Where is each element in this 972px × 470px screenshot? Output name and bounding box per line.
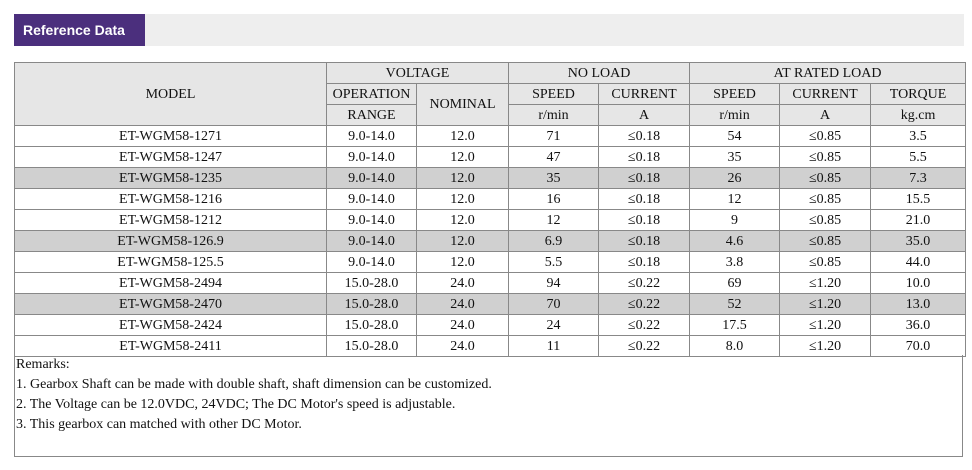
cell-model: ET-WGM58-1235	[15, 168, 327, 189]
cell-nl-current: ≤0.18	[599, 210, 690, 231]
cell-torque: 44.0	[871, 252, 966, 273]
cell-torque: 21.0	[871, 210, 966, 231]
cell-nl-current: ≤0.18	[599, 147, 690, 168]
cell-nominal: 24.0	[417, 294, 509, 315]
cell-nl-speed: 12	[509, 210, 599, 231]
cell-nl-speed: 71	[509, 126, 599, 147]
cell-rl-speed: 17.5	[690, 315, 780, 336]
cell-range: 15.0-28.0	[327, 294, 417, 315]
unit-nl-current: A	[599, 105, 690, 126]
cell-torque: 7.3	[871, 168, 966, 189]
unit-nl-speed: r/min	[509, 105, 599, 126]
cell-rl-current: ≤0.85	[780, 210, 871, 231]
table-row	[15, 315, 966, 336]
cell-rl-speed: 52	[690, 294, 780, 315]
table-row	[15, 168, 966, 189]
cell-nl-current: ≤0.22	[599, 294, 690, 315]
cell-rl-speed: 8.0	[690, 336, 780, 357]
header-rl-torque: TORQUE	[871, 84, 966, 105]
cell-nominal: 12.0	[417, 189, 509, 210]
cell-nl-current: ≤0.22	[599, 336, 690, 357]
cell-torque: 5.5	[871, 147, 966, 168]
remarks-title: Remarks:	[16, 357, 70, 372]
cell-torque: 70.0	[871, 336, 966, 357]
unit-rl-current: A	[780, 105, 871, 126]
cell-rl-speed: 35	[690, 147, 780, 168]
table-row	[15, 231, 966, 252]
cell-model: ET-WGM58-1271	[15, 126, 327, 147]
cell-nominal: 12.0	[417, 231, 509, 252]
cell-nl-current: ≤0.18	[599, 231, 690, 252]
remark-item: 3. This gearbox can matched with other DC Motor.	[16, 417, 302, 432]
table-row	[15, 189, 966, 210]
header-nl-current: CURRENT	[599, 84, 690, 105]
cell-torque: 36.0	[871, 315, 966, 336]
reference-data-table	[14, 62, 966, 357]
header-nominal: NOMINAL	[417, 84, 509, 126]
cell-nl-speed: 6.9	[509, 231, 599, 252]
cell-nl-speed: 35	[509, 168, 599, 189]
header-model: MODEL	[15, 63, 327, 126]
cell-rl-current: ≤0.85	[780, 252, 871, 273]
cell-rl-current: ≤0.85	[780, 147, 871, 168]
cell-model: ET-WGM58-2424	[15, 315, 327, 336]
cell-nominal: 12.0	[417, 252, 509, 273]
table-row	[15, 273, 966, 294]
cell-rl-speed: 26	[690, 168, 780, 189]
cell-nl-speed: 11	[509, 336, 599, 357]
cell-torque: 3.5	[871, 126, 966, 147]
cell-nl-current: ≤0.22	[599, 273, 690, 294]
remark-item: 2. The Voltage can be 12.0VDC, 24VDC; The DC Motor's speed is adjustable.	[16, 397, 456, 412]
cell-nl-current: ≤0.18	[599, 189, 690, 210]
cell-nominal: 24.0	[417, 273, 509, 294]
cell-range: 9.0-14.0	[327, 168, 417, 189]
header-range: RANGE	[327, 105, 417, 126]
cell-nl-speed: 70	[509, 294, 599, 315]
cell-torque: 15.5	[871, 189, 966, 210]
table-row	[15, 294, 966, 315]
cell-nominal: 12.0	[417, 168, 509, 189]
cell-rl-current: ≤0.85	[780, 168, 871, 189]
cell-range: 9.0-14.0	[327, 147, 417, 168]
header-rated-load: AT RATED LOAD	[690, 63, 966, 84]
table-row	[15, 336, 966, 357]
cell-rl-current: ≤0.85	[780, 126, 871, 147]
header-nl-speed: SPEED	[509, 84, 599, 105]
cell-rl-speed: 4.6	[690, 231, 780, 252]
cell-torque: 35.0	[871, 231, 966, 252]
cell-range: 15.0-28.0	[327, 315, 417, 336]
cell-nl-current: ≤0.18	[599, 252, 690, 273]
unit-rl-speed: r/min	[690, 105, 780, 126]
header-operation: OPERATION	[327, 84, 417, 105]
cell-model: ET-WGM58-125.5	[15, 252, 327, 273]
cell-nominal: 24.0	[417, 336, 509, 357]
cell-rl-current: ≤1.20	[780, 294, 871, 315]
cell-model: ET-WGM58-2411	[15, 336, 327, 357]
cell-rl-speed: 12	[690, 189, 780, 210]
cell-rl-current: ≤0.85	[780, 231, 871, 252]
cell-model: ET-WGM58-126.9	[15, 231, 327, 252]
unit-rl-torque: kg.cm	[871, 105, 966, 126]
cell-nl-current: ≤0.18	[599, 168, 690, 189]
cell-model: ET-WGM58-2470	[15, 294, 327, 315]
remark-item: 1. Gearbox Shaft can be made with double shaft, shaft dimension can be customized.	[16, 377, 492, 392]
table-row	[15, 210, 966, 231]
cell-range: 9.0-14.0	[327, 252, 417, 273]
cell-model: ET-WGM58-1216	[15, 189, 327, 210]
cell-nl-speed: 16	[509, 189, 599, 210]
cell-rl-speed: 54	[690, 126, 780, 147]
cell-range: 15.0-28.0	[327, 273, 417, 294]
header-rl-current: CURRENT	[780, 84, 871, 105]
cell-nominal: 12.0	[417, 147, 509, 168]
header-rl-speed: SPEED	[690, 84, 780, 105]
section-header-bar	[14, 14, 964, 46]
cell-rl-current: ≤1.20	[780, 336, 871, 357]
cell-nominal: 12.0	[417, 210, 509, 231]
cell-nominal: 24.0	[417, 315, 509, 336]
cell-nl-speed: 47	[509, 147, 599, 168]
cell-model: ET-WGM58-2494	[15, 273, 327, 294]
cell-nl-speed: 94	[509, 273, 599, 294]
table-row	[15, 147, 966, 168]
cell-nominal: 12.0	[417, 126, 509, 147]
cell-torque: 10.0	[871, 273, 966, 294]
cell-range: 9.0-14.0	[327, 189, 417, 210]
cell-model: ET-WGM58-1247	[15, 147, 327, 168]
table-body	[15, 126, 966, 357]
cell-rl-current: ≤1.20	[780, 273, 871, 294]
cell-model: ET-WGM58-1212	[15, 210, 327, 231]
cell-range: 9.0-14.0	[327, 126, 417, 147]
remarks-box	[14, 355, 963, 457]
header-no-load: NO LOAD	[509, 63, 690, 84]
cell-rl-current: ≤1.20	[780, 315, 871, 336]
cell-nl-speed: 5.5	[509, 252, 599, 273]
cell-range: 9.0-14.0	[327, 210, 417, 231]
cell-nl-speed: 24	[509, 315, 599, 336]
cell-range: 9.0-14.0	[327, 231, 417, 252]
cell-rl-speed: 9	[690, 210, 780, 231]
cell-range: 15.0-28.0	[327, 336, 417, 357]
cell-rl-speed: 69	[690, 273, 780, 294]
table-row	[15, 126, 966, 147]
cell-torque: 13.0	[871, 294, 966, 315]
section-title-tab: Reference Data	[14, 14, 145, 46]
cell-rl-current: ≤0.85	[780, 189, 871, 210]
cell-rl-speed: 3.8	[690, 252, 780, 273]
table-row	[15, 252, 966, 273]
header-voltage: VOLTAGE	[327, 63, 509, 84]
cell-nl-current: ≤0.22	[599, 315, 690, 336]
cell-nl-current: ≤0.18	[599, 126, 690, 147]
